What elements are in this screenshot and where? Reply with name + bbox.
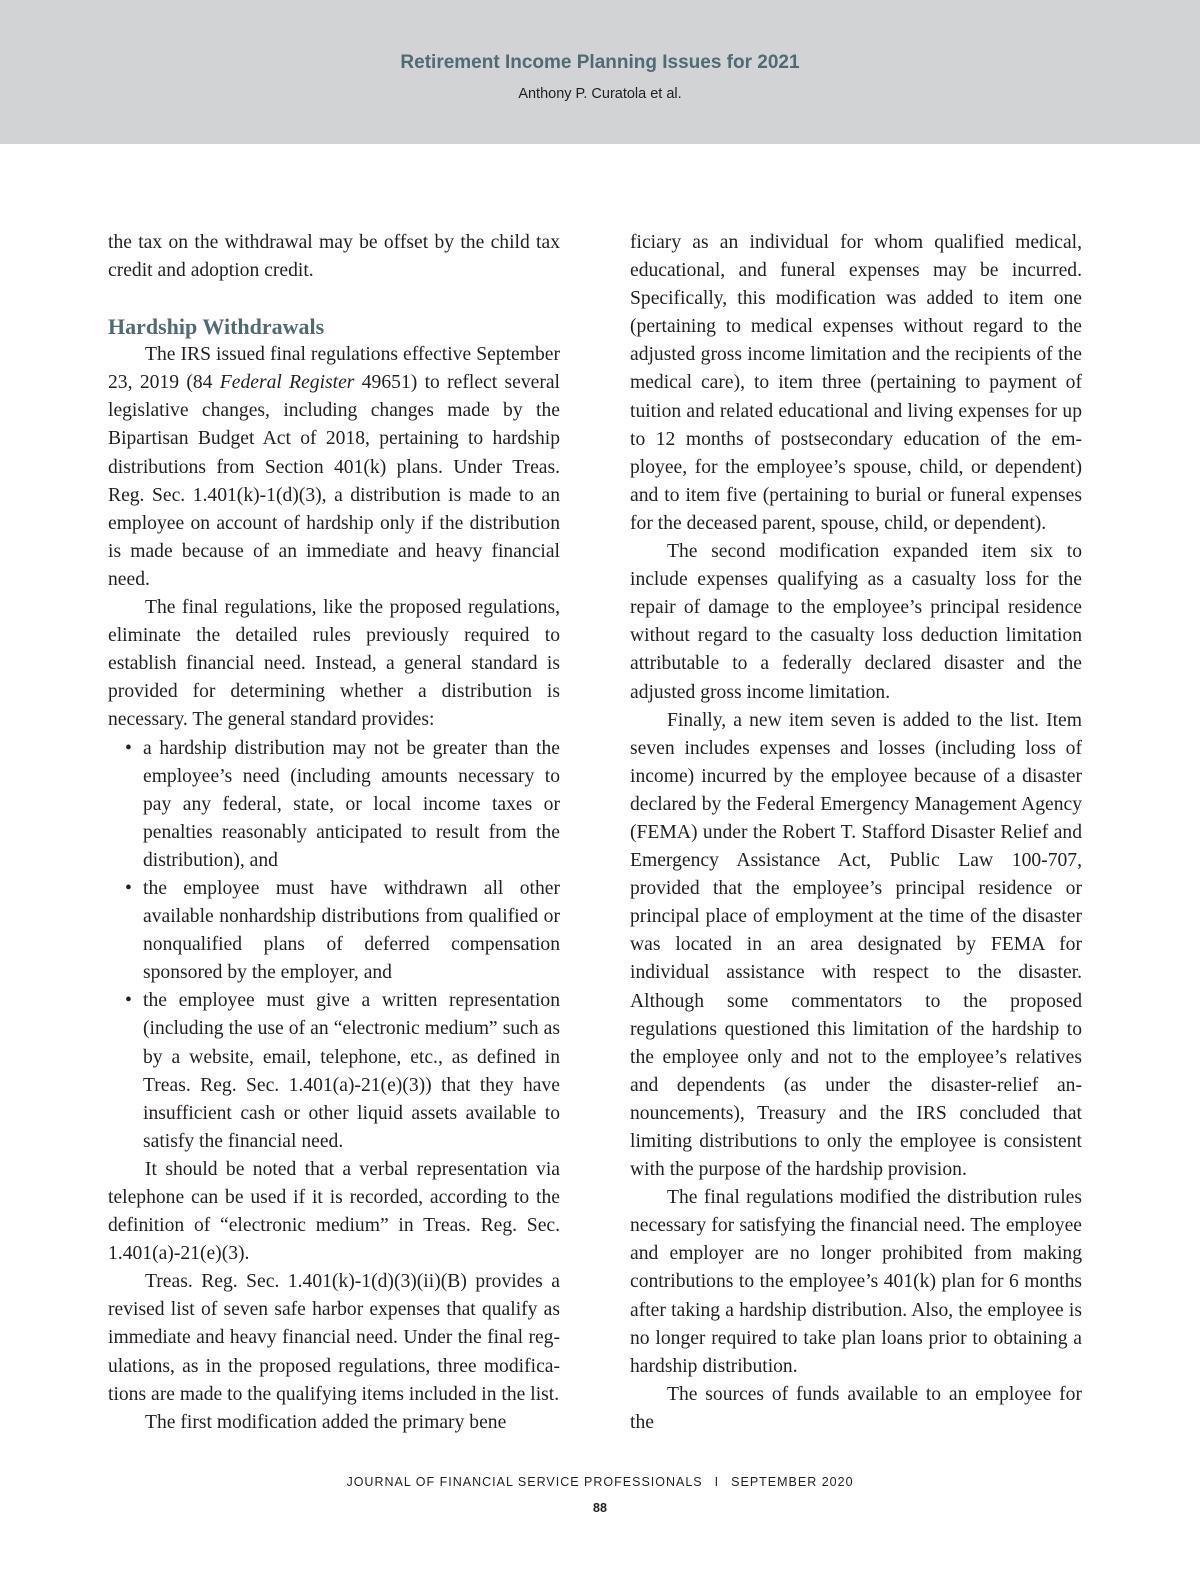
- paragraph-intro: the tax on the withdrawal may be offset by the child tax credit and adoption credit.: [108, 232, 560, 282]
- bullet-list: [108, 735, 560, 1156]
- paragraph-first-modification: The first modification added the primary bene: [145, 1411, 507, 1433]
- page-number: 88: [593, 1501, 607, 1515]
- paragraph-sources-of-funds: The sources of funds available to an employee for the: [630, 1383, 1082, 1433]
- citation-federal-register: Federal Register: [219, 372, 355, 394]
- paragraph-text: The IRS issued final regulations effective September 23, 2019 (84: [108, 344, 560, 394]
- list-item-text: the employee must give a written representation (including the use of an “electronic medium” such as by a website, email, telephone, etc., as defined in Treas. Reg. Sec. 1.401(a)-21(e)(3)) that they have insufficient cash or other liquid assets available to satisfy the financial need.: [143, 990, 560, 1152]
- paragraph-final-regulations: [108, 341, 560, 594]
- section-heading-hardship-withdrawals: Hardship Withdrawals: [108, 314, 325, 340]
- list-item: [108, 735, 560, 875]
- list-item-text: the employee must have withdrawn all other available nonhardship distributions from qualified or nonqualified plans of deferred compensation sponsored by the employer, and: [143, 877, 560, 984]
- right-column: [630, 229, 1082, 1437]
- paragraph-text: 49651) to reflect several legislative changes, including changes made by the Bipartisan Budget Act of 2018, pertaining to hardship distributions from Section 401(k) plans. Under Treas. Reg. Sec. 1.401(k)-1(d)(3), a distribution is made to an employee on account of hardship only if the distribution is made because of an immediate and heavy financial need.: [108, 372, 560, 590]
- paragraph-distribution-rules: The final regulations modified the distribution rules necessary for satisfying the financial need. The employee and employer are no longer prohibited from making contributions to the employee’s 401(k) plan for 6 months after taking a hardship distribution. Also, the employee is no longer required to take plan loans prior to obtaining a hardship distribution.: [630, 1187, 1082, 1377]
- list-item: [108, 875, 560, 987]
- running-header: [0, 0, 1200, 144]
- running-header-title: Retirement Income Planning Issues for 2021: [400, 52, 800, 73]
- footer-journal-line: [0, 1475, 1200, 1489]
- paragraph-general-standard: The final regulations, like the proposed regulations, eliminate the detailed rules previously required to establish financial need. Instead, a general standard is provided for determining whether a distribution is necessary. The general standard provides:: [108, 597, 560, 731]
- list-item: [108, 987, 560, 1156]
- left-column: [108, 229, 560, 1437]
- footer-date: SEPTEMBER 2020: [731, 1475, 854, 1489]
- paragraph-safe-harbor-list: Treas. Reg. Sec. 1.401(k)-1(d)(3)(ii)(B) provides a revised list of seven safe harbor expenses that qualify as immediate and heavy financial need. Under the final regulations, as in the proposed regulations, three modifications are made to the qualifying items included in the list.: [108, 1271, 560, 1405]
- bullet-marker: •: [125, 737, 132, 759]
- bullet-marker: •: [125, 990, 132, 1012]
- running-header-authors: Anthony P. Curatola et al.: [518, 86, 682, 102]
- list-item-text: a hardship distribution may not be greater than the employee’s need (including amounts necessary to pay any federal, state, or local income taxes or penalties reasonably anticipated to result from the distribution), and: [143, 737, 560, 871]
- footer-separator: I: [714, 1475, 720, 1489]
- footer-journal-name: JOURNAL OF FINANCIAL SERVICE PROFESSIONALS: [346, 1475, 703, 1489]
- paragraph-verbal-representation: It should be noted that a verbal representation via telephone can be used if it is recorded, according to the definition of “electronic medium” in Treas. Reg. Sec. 1.401(a)-21(e)(3).: [108, 1158, 560, 1265]
- paragraph-second-modification: The second modification expanded item six to include expenses qualifying as a casualty loss for the repair of damage to the employee’s principal residence without regard to the casualty loss deduction limitation attributable to a federally declared disaster and the adjusted gross income limitation.: [630, 541, 1082, 703]
- paragraph-primary-beneficiary: ficiary as an individual for whom qualified medical, educational, and funeral expenses may be incurred. Specifically, this modification was added to item one (pertaining to medical expenses without regard to the adjusted gross income limitation and the recipients of the medical care), to item three (pertaining to payment of tuition and related educational and living expenses for up to 12 months of postsecondary education of the employee, for the employee’s spouse, child, or dependent) and to item five (pertaining to burial or funeral expenses for the deceased parent, spouse, child, or dependent).: [630, 232, 1082, 534]
- paragraph-item-seven: Finally, a new item seven is added to the list. Item seven includes expenses and losses (including loss of income) incurred by the employee because of a disaster declared by the Federal Emergency Management Agency (FEMA) under the Robert T. Stafford Disaster Relief and Emergency Assistance Act, Public Law 100-707, provided that the employee’s principal residence or principal place of employment at the time of the disaster was located in an area designated by FEMA for individual assistance with respect to the disaster. Although some commentators to the proposed regulations questioned this limitation of the hardship to the employee only and not to the employee’s relatives and dependents (as under the disaster-relief announcements), Treasury and the IRS concluded that limiting distributions to only the employee is consistent with the purpose of the hardship provision.: [630, 709, 1082, 1181]
- bullet-marker: •: [125, 877, 132, 899]
